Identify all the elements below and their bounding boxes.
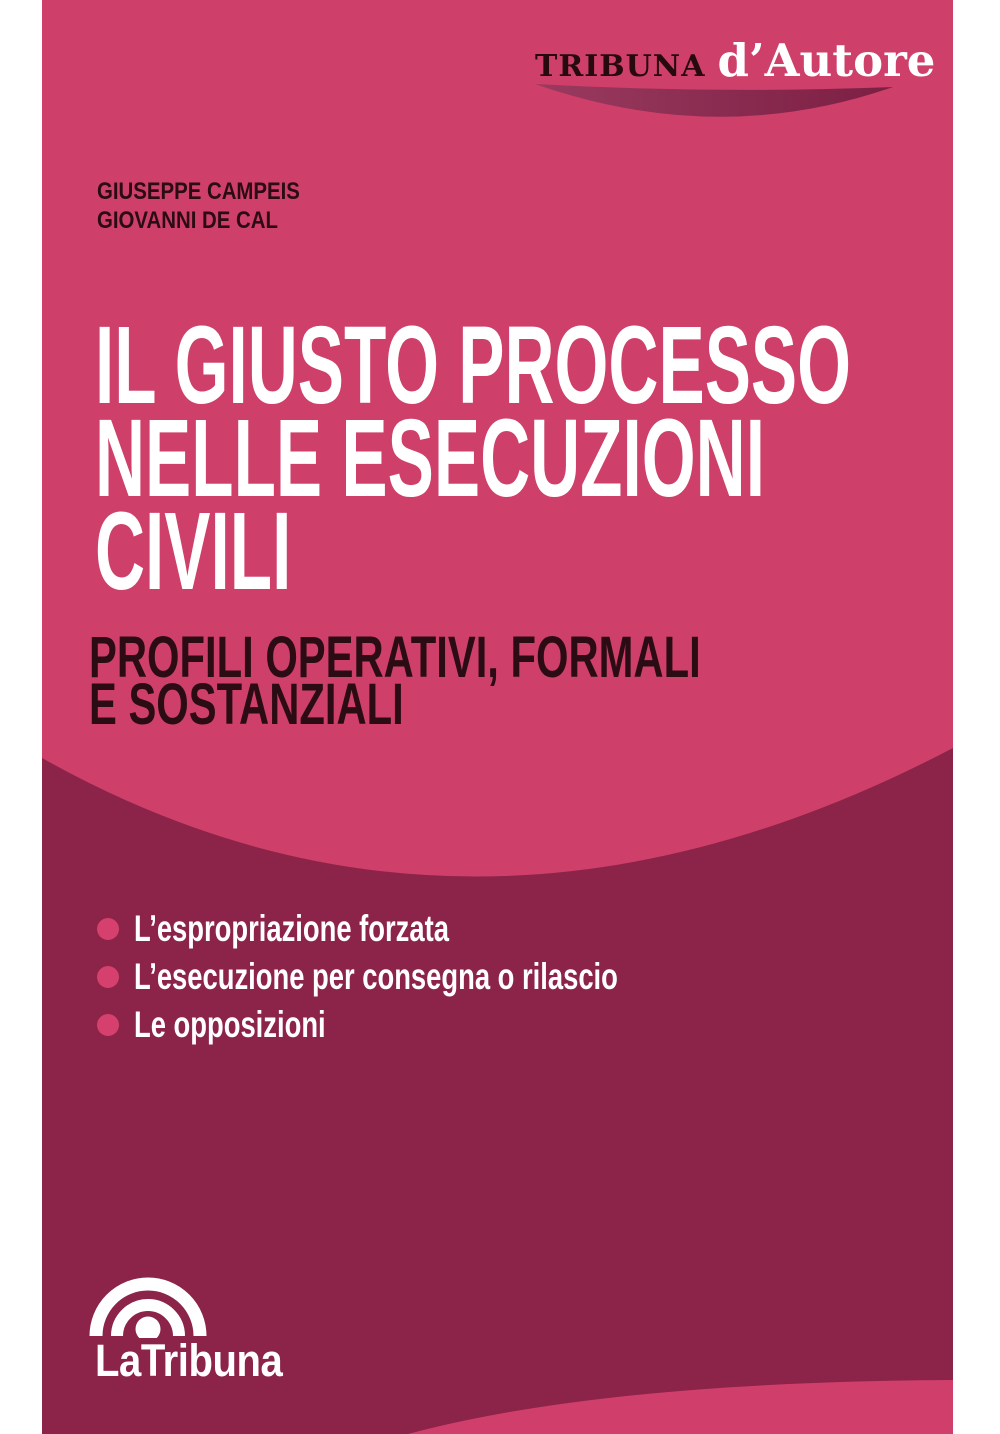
subtitle-line: PROFILI OPERATIVI, FORMALI — [89, 625, 701, 690]
title-line: CIVILI — [95, 490, 292, 613]
series-name-tribuna: TRIBUNA — [535, 49, 706, 84]
title-line: IL GIUSTO PROCESSO — [95, 304, 852, 427]
latribuna-arcs-icon — [86, 1272, 210, 1338]
author-name-line: GIOVANNI DE CAL — [97, 207, 278, 234]
title-line: NELLE ESECUZIONI — [95, 397, 765, 520]
author-name-line: GIUSEPPE CAMPEIS — [97, 178, 300, 205]
series-banner — [535, 34, 935, 87]
topic-item — [97, 905, 788, 953]
topic-label: Le opposizioni — [134, 1004, 326, 1045]
series-name-dautore: d’Autore — [717, 34, 936, 87]
book-title — [95, 304, 852, 613]
publisher-logo-text: LaTribuna — [95, 1335, 283, 1386]
book-subtitle — [89, 625, 701, 737]
topic-item — [97, 1001, 788, 1049]
bullet-dot-icon — [97, 1014, 119, 1036]
subtitle-line: E SOSTANZIALI — [89, 672, 404, 737]
bullet-dot-icon — [97, 918, 119, 940]
topic-label: L’espropriazione forzata — [134, 908, 449, 949]
book-cover — [42, 0, 953, 1434]
bullet-dot-icon — [97, 966, 119, 988]
topics-list — [97, 905, 788, 1049]
author-names — [97, 177, 300, 235]
topic-label: L’esecuzione per consegna o rilascio — [134, 956, 618, 997]
topic-item — [97, 953, 788, 1001]
